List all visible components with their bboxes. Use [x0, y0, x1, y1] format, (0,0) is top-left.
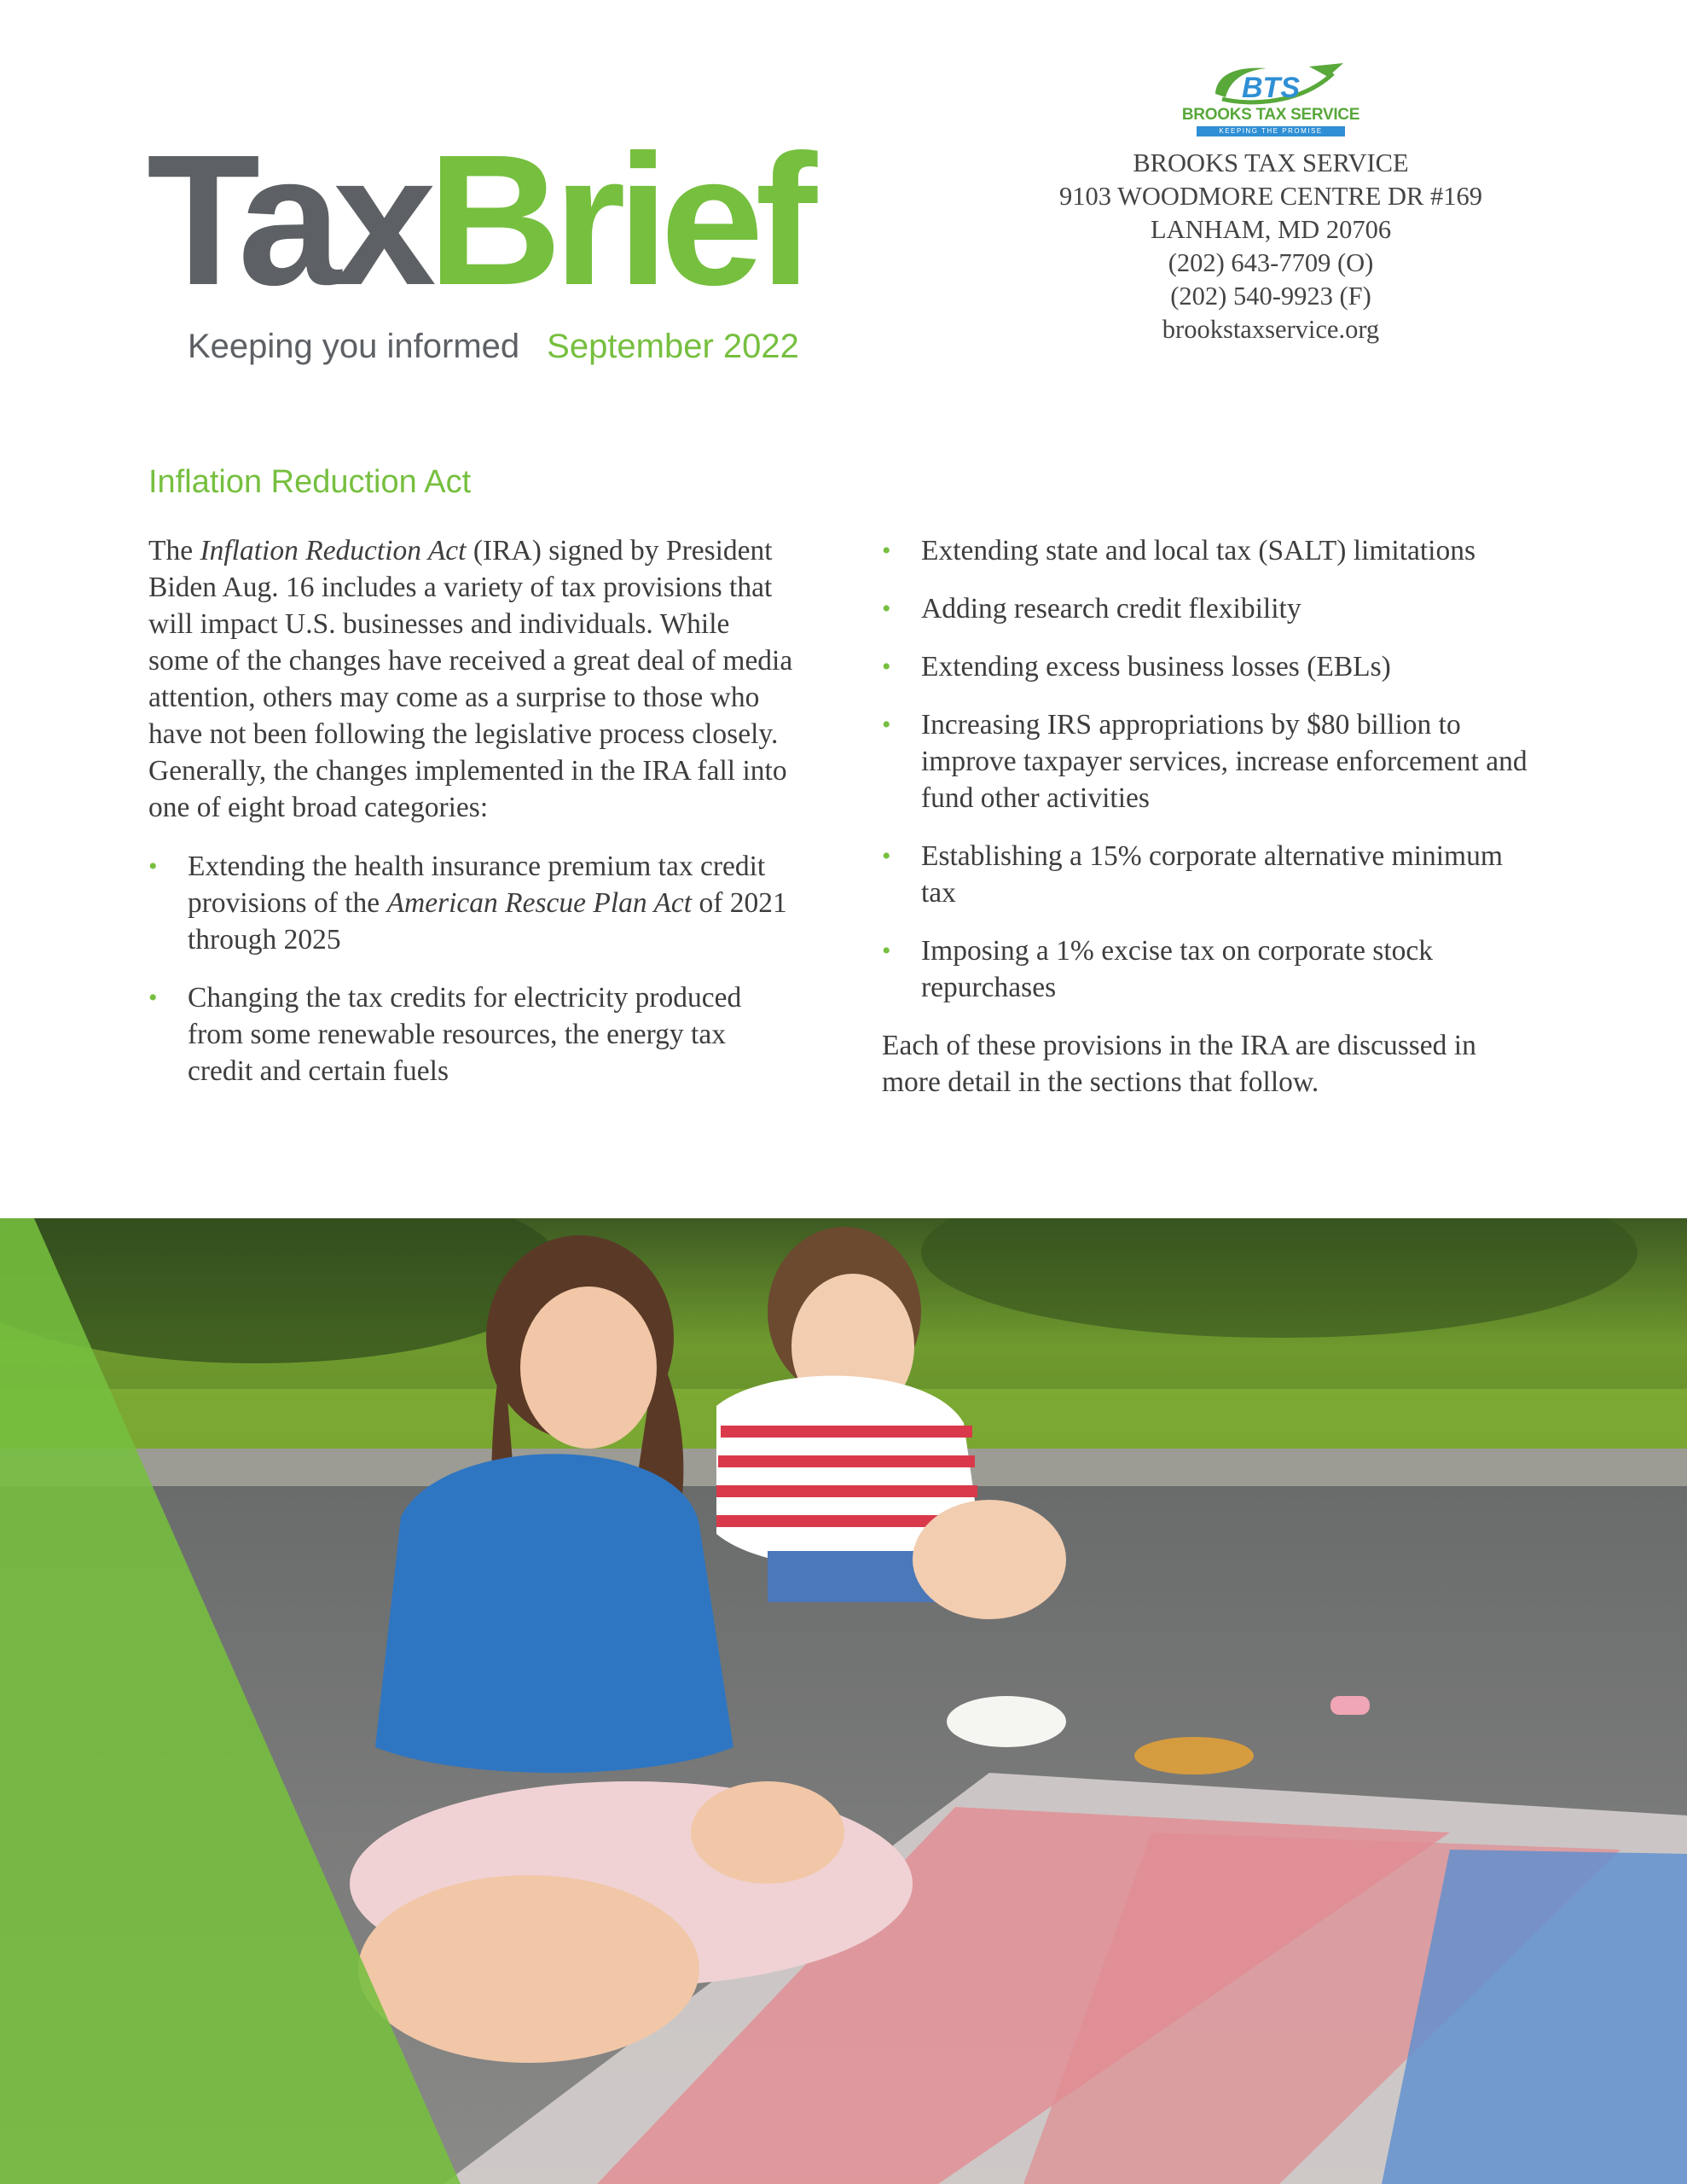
- logo-wordmark: BROOKS TAX SERVICE: [1181, 106, 1360, 124]
- firm-website[interactable]: brookstaxservice.org: [1162, 315, 1380, 344]
- bullet-text: of 2021 through 2025: [188, 887, 787, 956]
- category-list-left: [148, 848, 797, 1089]
- masthead: [147, 117, 880, 366]
- list-item: [882, 838, 1530, 911]
- bullet-icon: •: [882, 595, 891, 623]
- firm-name: BROOKS TAX SERVICE: [1133, 148, 1409, 177]
- firm-city: LANHAM, MD 20706: [1150, 215, 1392, 244]
- firm-contact-block: [1019, 60, 1522, 346]
- bullet-icon: •: [148, 984, 158, 1012]
- logo-tagline: KEEPING THE PROMISE: [1197, 126, 1345, 136]
- tagline: Keeping you informed: [188, 328, 520, 365]
- title-tax: Tax: [147, 117, 428, 324]
- section-heading: Inflation Reduction Act: [148, 464, 472, 500]
- bullet-text: Adding research credit flexibility: [921, 593, 1301, 624]
- list-item: [882, 932, 1530, 1006]
- bullet-text: Extending excess business losses (EBLs): [921, 651, 1391, 682]
- intro-act-name: Inflation Reduction Act: [200, 535, 467, 566]
- svg-text:BTS: BTS: [1242, 72, 1300, 104]
- bullet-icon: •: [882, 711, 891, 739]
- list-item: [882, 706, 1530, 816]
- intro-text-start: The: [148, 535, 200, 566]
- firm-phone: (202) 643-7709 (O): [1168, 248, 1374, 277]
- article-column-right: [882, 532, 1530, 1101]
- list-item: [148, 848, 797, 958]
- bullet-act-name: American Rescue Plan Act: [386, 887, 693, 919]
- bullet-icon: •: [882, 937, 891, 965]
- issue-date: September 2022: [547, 328, 799, 365]
- intro-text-rest: (IRA) signed by President Biden Aug. 16 includes a variety of tax provisions that will impact U.S. businesses and individuals. While some of the changes have received a great deal of media attention, others may come as a surprise to those who have not been following the legislative process closely. Generally, the changes implemented in the IRA fall into one of eight broad categories:: [148, 535, 793, 823]
- closing-paragraph: Each of these provisions in the IRA are discussed in more detail in the sections that follow.: [882, 1030, 1476, 1098]
- bullet-text: Extending the health insurance premium tax credit provisions of the: [188, 851, 766, 919]
- bullet-text: Increasing IRS appropriations by $80 billion to improve taxpayer services, increase enforcement and fund other activities: [921, 709, 1528, 814]
- category-list-right: [882, 532, 1530, 1006]
- list-item: [882, 648, 1530, 685]
- masthead-subline: [147, 328, 880, 366]
- bullet-text: Establishing a 15% corporate alternative minimum tax: [921, 840, 1503, 909]
- bullet-text: Imposing a 1% excise tax on corporate stock repurchases: [921, 935, 1434, 1003]
- bullet-icon: •: [882, 537, 891, 565]
- list-item: [882, 532, 1530, 569]
- newsletter-title: [147, 117, 880, 324]
- firm-address: 9103 WOODMORE CENTRE DR #169: [1059, 182, 1482, 211]
- bullet-icon: •: [882, 842, 891, 870]
- intro-paragraph: [148, 532, 797, 826]
- list-item: [882, 590, 1530, 627]
- article-column-left: [148, 532, 797, 1089]
- list-item: [148, 979, 797, 1089]
- hero-photo: [0, 1218, 1687, 2184]
- children-chalk-drawing-image: [0, 1218, 1687, 2184]
- bullet-text: Changing the tax credits for electricity produced from some renewable resources, the energy tax credit and certain fuels: [188, 982, 742, 1087]
- bullet-text: Extending state and local tax (SALT) limitations: [921, 535, 1476, 566]
- firm-fax: (202) 540-9923 (F): [1170, 282, 1371, 311]
- title-brief: Brief: [427, 117, 809, 324]
- bullet-icon: •: [882, 653, 891, 681]
- bts-logo: [1181, 60, 1360, 142]
- bullet-icon: •: [148, 852, 158, 880]
